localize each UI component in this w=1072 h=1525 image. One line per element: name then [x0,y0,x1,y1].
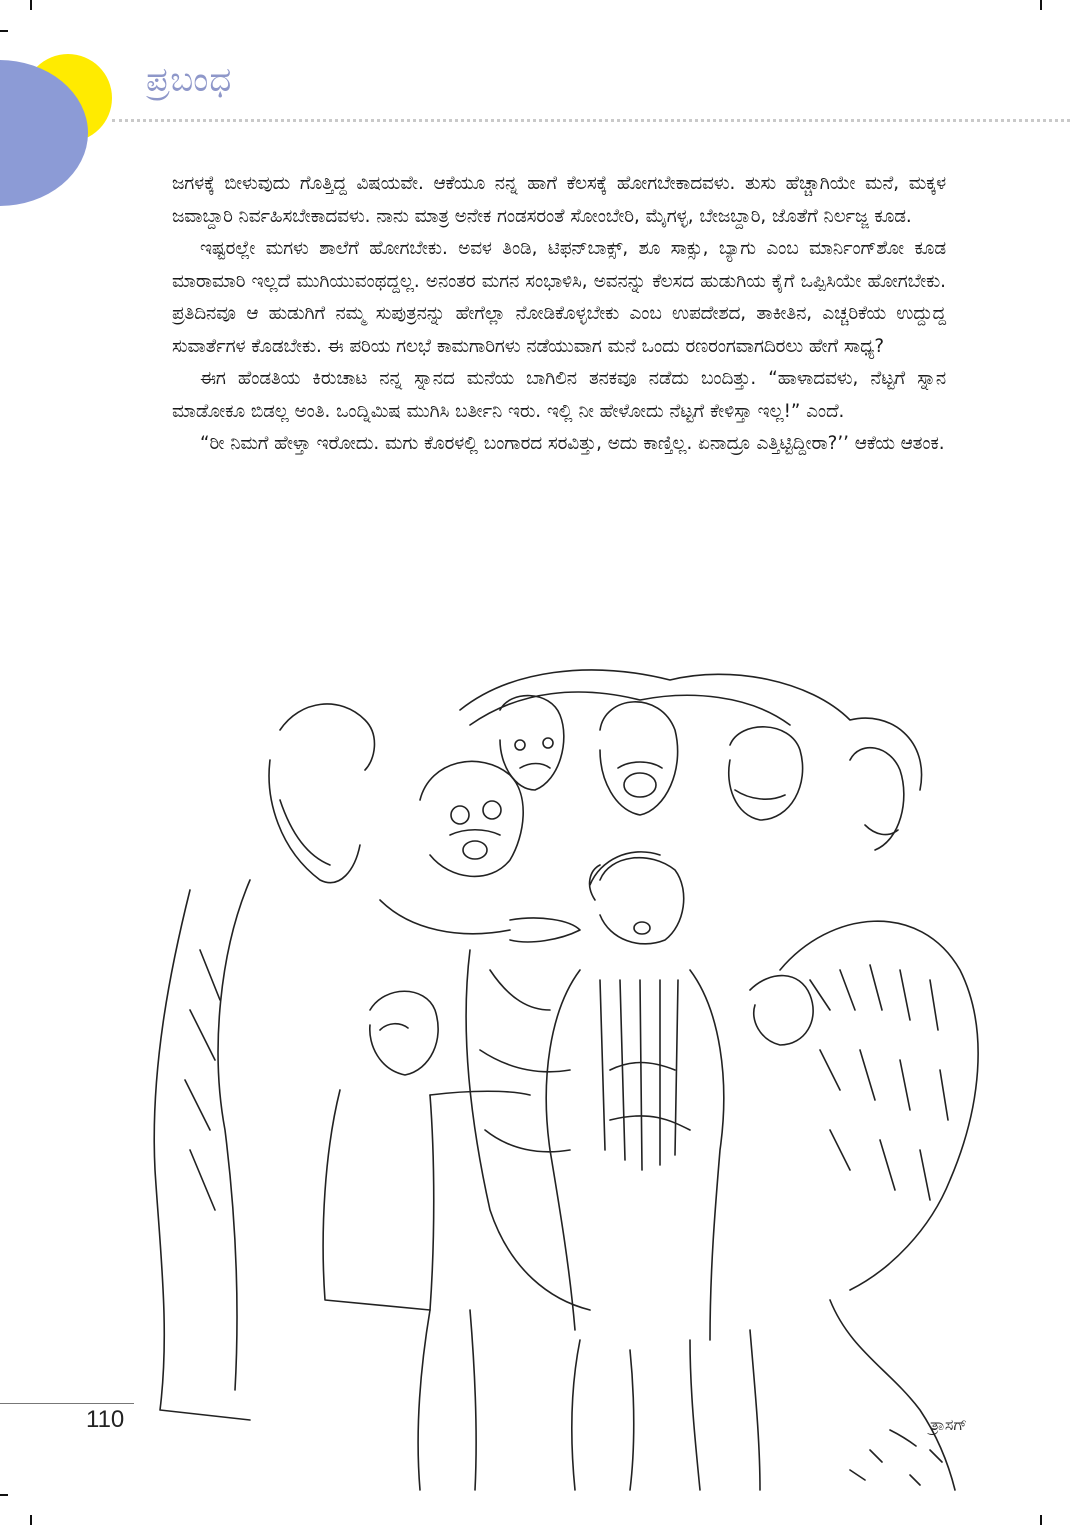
paragraph: “ರೀ ನಿಮಗೆ ಹೇಳ್ತಾ ಇರೋದು. ಮಗು ಕೊರಳಲ್ಲಿ ಬಂಗಾರದ ಸರವಿತ್ತು, ಅದು ಕಾಣ್ತಿಲ್ಲ. ಏನಾದ್ರೂ ಎತ್ತಿಟ್ಟಿದ್ದೀರಾ?’’ ಆಕೆಯ ಆತಂಕ. [200,433,945,454]
crowd-sketch-illustration [130,650,1000,1505]
page-number-rule [0,1403,134,1404]
dotted-divider [112,119,1070,122]
crop-mark-bottom-right [1040,1515,1042,1525]
crop-mark-bottom-left [30,1515,32,1525]
page-number: 110 [86,1406,125,1433]
crop-mark-top-right [1040,0,1042,10]
paragraph: ಜಗಳಕ್ಕೆ ಬೀಳುವುದು ಗೊತ್ತಿದ್ದ ವಿಷಯವೇ. ಆಕೆಯೂ ನನ್ನ ಹಾಗೆ ಕೆಲಸಕ್ಕೆ ಹೋಗಬೇಕಾದವಳು. ತುಸು ಹೆಚ್ಚಾಗಿಯೇ ಮನೆ, ಮಕ್ಕಳ ಜವಾಬ್ದಾರಿ ನಿರ್ವಹಿಸಬೇಕಾದವಳು. ನಾನು ಮಾತ್ರ ಅನೇಕ ಗಂಡಸರಂತೆ ಸೋಂಬೇರಿ, ಮೈಗಳ್ಳ, ಬೇಜಬ್ದಾರಿ, ಜೊತೆಗೆ ನಿರ್ಲಜ್ಜ ಕೂಡ. [172,173,946,227]
paragraph: ಈಗ ಹೆಂಡತಿಯ ಕಿರುಚಾಟ ನನ್ನ ಸ್ನಾನದ ಮನೆಯ ಬಾಗಿಲಿನ ತನಕವೂ ನಡೆದು ಬಂದಿತ್ತು. “ಹಾಳಾದವಳು, ನೆಟ್ಟಗೆ ಸ್ನಾನ ಮಾಡೋಕೂ ಬಿಡಲ್ಲ ಅಂತಿ. ಒಂದ್ನಿಮಿಷ ಮುಗಿಸಿ ಬರ್ತೀನಿ ಇರು. ಇಲ್ಲಿ ನೀ ಹೇಳೋದು ನೆಟ್ಟಗೆ ಕೇಳಿಸ್ತಾ ಇಲ್ಲ!” ಎಂದೆ. [172,368,946,422]
section-title: ಪ್ರಬಂಧ [146,60,233,100]
sketch-drawing [130,650,1000,1505]
artist-signature: ತ್ರಾಸಗ್ [930,1415,968,1434]
paragraph: ಇಷ್ಟರಲ್ಲೇ ಮಗಳು ಶಾಲೆಗೆ ಹೋಗಬೇಕು. ಅವಳ ತಿಂಡಿ, ಟಿಫನ್‌ಬಾಕ್ಸ್, ಶೂ ಸಾಕ್ಸು, ಬ್ಯಾಗು ಎಂಬ ಮಾರ್ನಿಂಗ್‌ಶೋ ಕೂಡ ಮಾರಾಮಾರಿ ಇಲ್ಲದೆ ಮುಗಿಯುವಂಥದ್ದಲ್ಲ. ಅನಂತರ ಮಗನ ಸಂಭಾಳಿಸಿ, ಅವನನ್ನು ಕೆಲಸದ ಹುಡುಗಿಯ ಕೈಗೆ ಒಪ್ಪಿಸಿಯೇ ಹೋಗಬೇಕು. ಪ್ರತಿದಿನವೂ ಆ ಹುಡುಗಿಗೆ ನಮ್ಮ ಸುಪುತ್ರನನ್ನು ಹೇಗೆಲ್ಲಾ ನೋಡಿಕೊಳ್ಳಬೇಕು ಎಂಬ ಉಪದೇಶದ, ತಾಕೀತಿನ, ಎಚ್ಚರಿಕೆಯ ಉದ್ದುದ್ದ ಸುವಾರ್ತೆಗಳ ಕೊಡಬೇಕು. ಈ ಪರಿಯ ಗಲಭೆ ಕಾಮಗಾರಿಗಳು ನಡೆಯುವಾಗ ಮನೆ ಒಂದು ರಣರಂಗವಾಗದಿರಲು ಹೇಗೆ ಸಾಧ್ಯ? [172,238,946,357]
crop-mark-left-lower [0,1494,8,1496]
crop-mark-left-upper [0,30,8,32]
article-body [172,168,946,461]
crop-mark-top-left [30,0,32,10]
